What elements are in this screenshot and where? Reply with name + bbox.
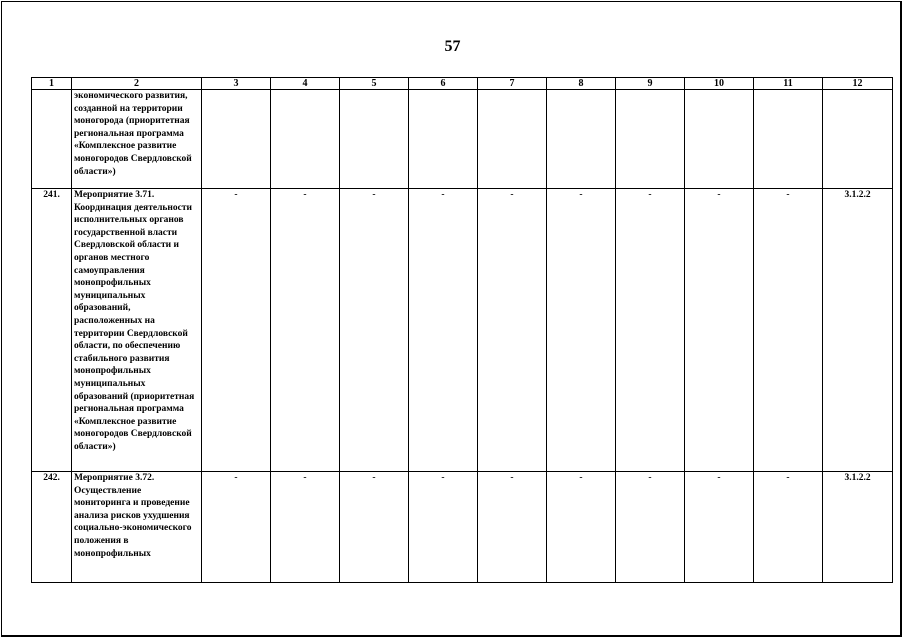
row-value: -	[478, 472, 547, 583]
row-value: -	[685, 189, 754, 472]
column-header: 11	[754, 78, 823, 90]
row-value: -	[340, 472, 409, 583]
row-value: -	[271, 189, 340, 472]
row-number: 241.	[32, 189, 72, 472]
column-header: 6	[409, 78, 478, 90]
row-description: Мероприятие 3.72. Осуществление мониторинга и проведение анализа рисков ухудшения социально-экономического положения в монопрофильных	[72, 472, 202, 583]
row-code: 3.1.2.2	[823, 189, 893, 472]
row-code	[823, 90, 893, 189]
row-value: -	[409, 472, 478, 583]
table-row	[32, 472, 893, 583]
row-value	[616, 90, 685, 189]
row-value: -	[409, 189, 478, 472]
table-row	[32, 189, 893, 472]
column-header: 10	[685, 78, 754, 90]
row-value: -	[547, 189, 616, 472]
row-value	[340, 90, 409, 189]
row-value: -	[202, 472, 271, 583]
row-description: Мероприятие 3.71. Координация деятельности исполнительных органов государственной власти Свердловской области и органов местного самоуправления монопрофильных муниципальных образований, расположенных на территории Свердловской области, по обеспечению стабильного развития монопрофильных муниципальных образований (приоритетная региональная программа «Комплексное развитие моногородов Свердловской области»)	[72, 189, 202, 472]
row-code: 3.1.2.2	[823, 472, 893, 583]
column-header: 4	[271, 78, 340, 90]
row-value: -	[616, 189, 685, 472]
column-header: 1	[32, 78, 72, 90]
table-header-row	[32, 78, 893, 90]
row-value: -	[478, 189, 547, 472]
page-number: 57	[444, 38, 461, 55]
row-value	[685, 90, 754, 189]
row-value	[409, 90, 478, 189]
row-value	[547, 90, 616, 189]
row-description: экономического развития, созданной на территории моногорода (приоритетная региональная программа «Комплексное развитие моногородов Свердловской области»)	[72, 90, 202, 189]
column-header: 2	[72, 78, 202, 90]
row-value: -	[616, 472, 685, 583]
column-header: 12	[823, 78, 893, 90]
row-value	[202, 90, 271, 189]
row-value	[478, 90, 547, 189]
row-number: 242.	[32, 472, 72, 583]
row-value: -	[202, 189, 271, 472]
column-header: 9	[616, 78, 685, 90]
row-value: -	[340, 189, 409, 472]
row-value: -	[271, 472, 340, 583]
row-value: -	[685, 472, 754, 583]
column-header: 7	[478, 78, 547, 90]
row-value: -	[754, 189, 823, 472]
row-value: -	[754, 472, 823, 583]
program-table	[31, 77, 893, 583]
row-value	[754, 90, 823, 189]
row-value: -	[547, 472, 616, 583]
table-row	[32, 90, 893, 189]
column-header: 5	[340, 78, 409, 90]
column-header: 8	[547, 78, 616, 90]
row-number	[32, 90, 72, 189]
column-header: 3	[202, 78, 271, 90]
row-value	[271, 90, 340, 189]
